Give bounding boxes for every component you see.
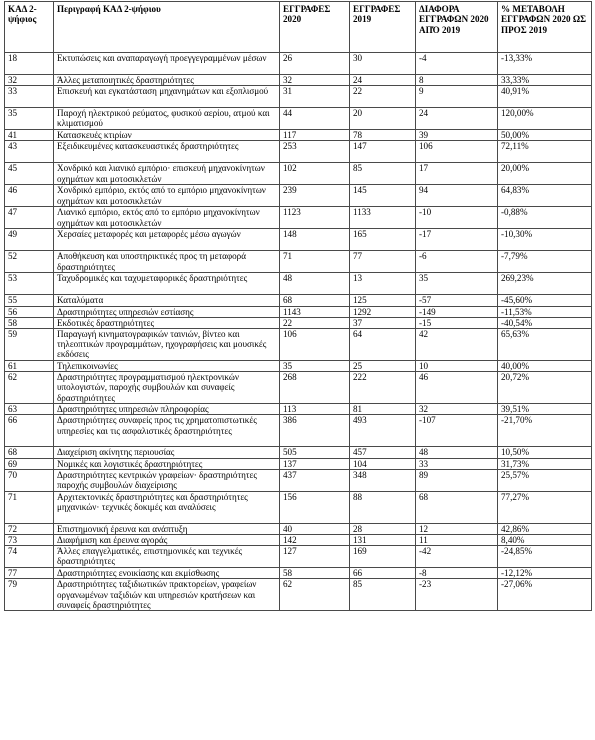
registrations-2020-cell: 40 (280, 523, 350, 534)
difference-cell: -149 (416, 306, 498, 317)
percent-change-cell: 8,40% (498, 535, 592, 546)
percent-change-cell: 31,73% (498, 458, 592, 469)
header-registrations-2020: ΕΓΓΡΑΦΕΣ 2020 (280, 2, 350, 53)
registrations-2019-cell: 493 (350, 415, 416, 447)
registrations-2020-cell: 113 (280, 404, 350, 415)
registrations-2019-cell: 22 (350, 86, 416, 108)
registrations-2019-cell: 25 (350, 361, 416, 372)
description-cell: Επισκευή και εγκατάσταση μηχανημάτων και εξοπλισμού (54, 86, 280, 108)
registrations-2019-cell: 85 (350, 579, 416, 611)
registrations-2019-cell: 147 (350, 141, 416, 163)
registrations-2019-cell: 78 (350, 130, 416, 141)
percent-change-cell: -21,70% (498, 415, 592, 447)
registrations-2019-cell: 64 (350, 329, 416, 361)
table-row (5, 86, 592, 108)
header-row (5, 2, 592, 53)
description-cell: Κατασκευές κτιρίων (54, 130, 280, 141)
description-cell: Άλλες μεταποιητικές δραστηριότητες (54, 75, 280, 86)
description-cell: Δραστηριότητες υπηρεσιών εστίασης (54, 306, 280, 317)
registrations-2020-cell: 437 (280, 469, 350, 491)
percent-change-cell: 20,00% (498, 163, 592, 185)
percent-change-cell: -13,33% (498, 53, 592, 75)
registrations-2019-cell: 88 (350, 491, 416, 523)
table-row (5, 163, 592, 185)
registrations-2020-cell: 62 (280, 579, 350, 611)
description-cell: Εκδοτικές δραστηριότητες (54, 317, 280, 328)
registrations-2019-cell: 28 (350, 523, 416, 534)
percent-change-cell: 65,63% (498, 329, 592, 361)
difference-cell: 24 (416, 108, 498, 130)
kad-code-cell: 49 (5, 229, 54, 251)
registrations-2020-cell: 156 (280, 491, 350, 523)
percent-change-cell: 40,00% (498, 361, 592, 372)
kad-code-cell: 32 (5, 75, 54, 86)
description-cell: Χερσαίες μεταφορές και μεταφορές μέσω αγωγών (54, 229, 280, 251)
kad-code-cell: 52 (5, 251, 54, 273)
kad-code-cell: 62 (5, 372, 54, 404)
kad-code-cell: 59 (5, 329, 54, 361)
description-cell: Καταλύματα (54, 295, 280, 306)
difference-cell: 68 (416, 491, 498, 523)
kad-code-cell: 18 (5, 53, 54, 75)
registrations-2020-cell: 253 (280, 141, 350, 163)
kad-code-cell: 74 (5, 546, 54, 568)
registrations-2020-cell: 102 (280, 163, 350, 185)
kad-code-cell: 63 (5, 404, 54, 415)
registrations-2020-cell: 137 (280, 458, 350, 469)
table-row (5, 273, 592, 295)
kad-code-cell: 53 (5, 273, 54, 295)
difference-cell: 94 (416, 185, 498, 207)
registrations-2019-cell: 81 (350, 404, 416, 415)
difference-cell: 89 (416, 469, 498, 491)
kad-code-cell: 41 (5, 130, 54, 141)
difference-cell: 33 (416, 458, 498, 469)
description-cell: Αποθήκευση και υποστηρικτικές προς τη μεταφορά δραστηριότητες (54, 251, 280, 273)
kad-code-cell: 43 (5, 141, 54, 163)
header-difference: ΔΙΑΦΟΡΑ ΕΓΓΡΑΦΩΝ 2020 ΑΠΌ 2019 (416, 2, 498, 53)
kad-code-cell: 61 (5, 361, 54, 372)
difference-cell: 12 (416, 523, 498, 534)
registrations-2019-cell: 165 (350, 229, 416, 251)
kad-code-cell: 58 (5, 317, 54, 328)
description-cell: Παραγωγή κινηματογραφικών ταινιών, βίντεο και τηλεοπτικών προγραμμάτων, ηχογραφήσεις και μουσικές εκδόσεις (54, 329, 280, 361)
table-row (5, 207, 592, 229)
description-cell: Δραστηριότητες ενοικίασης και εκμίσθωσης (54, 568, 280, 579)
description-cell: Δραστηριότητες προγραμματισμού ηλεκτρονικών υπολογιστών, παροχής συμβουλών και συναφείς δραστηριότητες (54, 372, 280, 404)
table-row (5, 141, 592, 163)
table-row (5, 579, 592, 611)
description-cell: Αρχιτεκτονικές δραστηριότητες και δραστηριότητες μηχανικών· τεχνικές δοκιμές και αναλύσεις (54, 491, 280, 523)
kad-code-cell: 46 (5, 185, 54, 207)
kad-code-cell: 77 (5, 568, 54, 579)
percent-change-cell: 42,86% (498, 523, 592, 534)
difference-cell: 46 (416, 372, 498, 404)
registrations-2020-cell: 239 (280, 185, 350, 207)
percent-change-cell: 50,00% (498, 130, 592, 141)
registrations-2019-cell: 20 (350, 108, 416, 130)
header-kad-description: Περιγραφή ΚΑΔ 2-ψήφιου (54, 2, 280, 53)
table-row (5, 568, 592, 579)
registrations-2020-cell: 71 (280, 251, 350, 273)
percent-change-cell: 25,57% (498, 469, 592, 491)
table-row (5, 469, 592, 491)
percent-change-cell: -45,60% (498, 295, 592, 306)
registrations-2019-cell: 1133 (350, 207, 416, 229)
table-header (5, 2, 592, 53)
description-cell: Διαχείριση ακίνητης περιουσίας (54, 447, 280, 458)
registrations-2019-cell: 145 (350, 185, 416, 207)
table-row (5, 295, 592, 306)
kad-code-cell: 68 (5, 447, 54, 458)
table-row (5, 317, 592, 328)
registrations-2019-cell: 348 (350, 469, 416, 491)
description-cell: Εκτυπώσεις και αναπαραγωγή προεγγεγραμμένων μέσων (54, 53, 280, 75)
difference-cell: 8 (416, 75, 498, 86)
difference-cell: -57 (416, 295, 498, 306)
registrations-2020-cell: 31 (280, 86, 350, 108)
table-row (5, 546, 592, 568)
difference-cell: 9 (416, 86, 498, 108)
registrations-2020-cell: 32 (280, 75, 350, 86)
description-cell: Δραστηριότητες συναφείς προς τις χρηματοπιστωτικές υπηρεσίες και τις ασφαλιστικές δραστηριότητες (54, 415, 280, 447)
header-percent-change: % ΜΕΤΑΒΟΛΗ ΕΓΓΡΑΦΩΝ 2020 ΩΣ ΠΡΟΣ 2019 (498, 2, 592, 53)
registrations-2019-cell: 24 (350, 75, 416, 86)
registrations-2020-cell: 505 (280, 447, 350, 458)
kad-code-cell: 35 (5, 108, 54, 130)
registrations-2019-cell: 30 (350, 53, 416, 75)
registrations-2020-cell: 44 (280, 108, 350, 130)
header-registrations-2019: ΕΓΓΡΑΦΕΣ 2019 (350, 2, 416, 53)
table-row (5, 404, 592, 415)
description-cell: Δραστηριότητες ταξιδιωτικών πρακτορείων, γραφείων οργανωμένων ταξιδιών και υπηρεσιών κρατήσεων και συναφείς δραστηριότητες (54, 579, 280, 611)
difference-cell: -8 (416, 568, 498, 579)
registrations-2020-cell: 68 (280, 295, 350, 306)
table-row (5, 53, 592, 75)
description-cell: Διαφήμιση και έρευνα αγοράς (54, 535, 280, 546)
kad-code-cell: 73 (5, 535, 54, 546)
registrations-2020-cell: 386 (280, 415, 350, 447)
registrations-2020-cell: 48 (280, 273, 350, 295)
description-cell: Επιστημονική έρευνα και ανάπτυξη (54, 523, 280, 534)
registrations-table (4, 1, 592, 611)
table-row (5, 372, 592, 404)
registrations-2020-cell: 1123 (280, 207, 350, 229)
kad-code-cell: 47 (5, 207, 54, 229)
description-cell: Δραστηριότητες κεντρικών γραφείων· δραστηριότητες παροχής συμβουλών διαχείρισης (54, 469, 280, 491)
percent-change-cell: -12,12% (498, 568, 592, 579)
percent-change-cell: 77,27% (498, 491, 592, 523)
table-row (5, 447, 592, 458)
description-cell: Χονδρικό και λιανικό εμπόριο· επισκευή μηχανοκίνητων οχημάτων και μοτοσικλετών (54, 163, 280, 185)
difference-cell: 42 (416, 329, 498, 361)
registrations-2020-cell: 268 (280, 372, 350, 404)
percent-change-cell: -7,79% (498, 251, 592, 273)
table-row (5, 185, 592, 207)
description-cell: Νομικές και λογιστικές δραστηριότητες (54, 458, 280, 469)
difference-cell: 32 (416, 404, 498, 415)
table-row (5, 523, 592, 534)
kad-code-cell: 45 (5, 163, 54, 185)
table-row (5, 75, 592, 86)
kad-code-cell: 55 (5, 295, 54, 306)
percent-change-cell: -24,85% (498, 546, 592, 568)
difference-cell: -23 (416, 579, 498, 611)
registrations-2020-cell: 127 (280, 546, 350, 568)
registrations-2019-cell: 77 (350, 251, 416, 273)
registrations-2020-cell: 58 (280, 568, 350, 579)
percent-change-cell: 72,11% (498, 141, 592, 163)
difference-cell: 106 (416, 141, 498, 163)
table-row (5, 306, 592, 317)
description-cell: Ταχυδρομικές και ταχυμεταφορικές δραστηριότητες (54, 273, 280, 295)
description-cell: Λιανικό εμπόριο, εκτός από το εμπόριο μηχανοκίνητων οχημάτων και μοτοσικλετών (54, 207, 280, 229)
difference-cell: 48 (416, 447, 498, 458)
kad-code-cell: 56 (5, 306, 54, 317)
percent-change-cell: 40,91% (498, 86, 592, 108)
table-row (5, 361, 592, 372)
registrations-2019-cell: 457 (350, 447, 416, 458)
percent-change-cell: 10,50% (498, 447, 592, 458)
percent-change-cell: -10,30% (498, 229, 592, 251)
difference-cell: 17 (416, 163, 498, 185)
table-row (5, 108, 592, 130)
percent-change-cell: -11,53% (498, 306, 592, 317)
description-cell: Τηλεπικοινωνίες (54, 361, 280, 372)
registrations-2020-cell: 106 (280, 329, 350, 361)
registrations-2019-cell: 222 (350, 372, 416, 404)
percent-change-cell: -40,54% (498, 317, 592, 328)
percent-change-cell: -0,88% (498, 207, 592, 229)
table-row (5, 491, 592, 523)
difference-cell: -42 (416, 546, 498, 568)
difference-cell: -15 (416, 317, 498, 328)
table-row (5, 458, 592, 469)
percent-change-cell: 33,33% (498, 75, 592, 86)
table-row (5, 535, 592, 546)
difference-cell: 10 (416, 361, 498, 372)
percent-change-cell: -27,06% (498, 579, 592, 611)
kad-code-cell: 70 (5, 469, 54, 491)
difference-cell: -17 (416, 229, 498, 251)
table-row (5, 251, 592, 273)
document-page (4, 1, 591, 611)
table-row (5, 329, 592, 361)
difference-cell: 35 (416, 273, 498, 295)
description-cell: Παροχή ηλεκτρικού ρεύματος, φυσικού αερίου, ατμού και κλιματισμού (54, 108, 280, 130)
registrations-2019-cell: 125 (350, 295, 416, 306)
registrations-2020-cell: 142 (280, 535, 350, 546)
registrations-2019-cell: 66 (350, 568, 416, 579)
registrations-2020-cell: 117 (280, 130, 350, 141)
percent-change-cell: 20,72% (498, 372, 592, 404)
description-cell: Άλλες επαγγελματικές, επιστημονικές και τεχνικές δραστηριότητες (54, 546, 280, 568)
kad-code-cell: 66 (5, 415, 54, 447)
kad-code-cell: 79 (5, 579, 54, 611)
percent-change-cell: 64,83% (498, 185, 592, 207)
header-kad-code: ΚΑΔ 2-ψήφιος (5, 2, 54, 53)
description-cell: Χονδρικό εμπόριο, εκτός από το εμπόριο μηχανοκίνητων οχημάτων και μοτοσικλετών (54, 185, 280, 207)
table-row (5, 130, 592, 141)
percent-change-cell: 39,51% (498, 404, 592, 415)
difference-cell: 11 (416, 535, 498, 546)
registrations-2019-cell: 13 (350, 273, 416, 295)
table-row (5, 415, 592, 447)
registrations-2019-cell: 1292 (350, 306, 416, 317)
registrations-2020-cell: 1143 (280, 306, 350, 317)
registrations-2020-cell: 22 (280, 317, 350, 328)
difference-cell: -10 (416, 207, 498, 229)
registrations-2020-cell: 35 (280, 361, 350, 372)
difference-cell: -107 (416, 415, 498, 447)
difference-cell: -4 (416, 53, 498, 75)
difference-cell: 39 (416, 130, 498, 141)
table-row (5, 229, 592, 251)
registrations-2019-cell: 169 (350, 546, 416, 568)
registrations-2020-cell: 26 (280, 53, 350, 75)
difference-cell: -6 (416, 251, 498, 273)
description-cell: Εξειδικευμένες κατασκευαστικές δραστηριότητες (54, 141, 280, 163)
kad-code-cell: 69 (5, 458, 54, 469)
percent-change-cell: 120,00% (498, 108, 592, 130)
percent-change-cell: 269,23% (498, 273, 592, 295)
kad-code-cell: 72 (5, 523, 54, 534)
registrations-2019-cell: 85 (350, 163, 416, 185)
kad-code-cell: 33 (5, 86, 54, 108)
registrations-2019-cell: 104 (350, 458, 416, 469)
kad-code-cell: 71 (5, 491, 54, 523)
registrations-2019-cell: 37 (350, 317, 416, 328)
description-cell: Δραστηριότητες υπηρεσιών πληροφορίας (54, 404, 280, 415)
registrations-2019-cell: 131 (350, 535, 416, 546)
registrations-2020-cell: 148 (280, 229, 350, 251)
table-body (5, 53, 592, 611)
